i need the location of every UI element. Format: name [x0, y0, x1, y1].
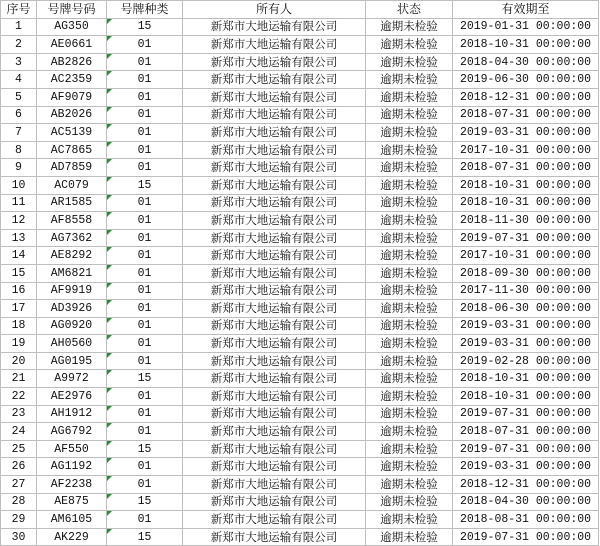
error-indicator-icon	[107, 476, 112, 481]
error-indicator-icon	[107, 54, 112, 59]
cell-plate-number[interactable]: AB2026	[37, 106, 107, 124]
cell-valid-until[interactable]: 2018-07-31 00:00:00	[453, 423, 599, 441]
table-row	[1, 71, 599, 89]
cell-valid-until[interactable]: 2018-08-31 00:00:00	[453, 511, 599, 529]
error-indicator-icon	[107, 283, 112, 288]
table-row	[1, 229, 599, 247]
table-row	[1, 458, 599, 476]
table-row	[1, 493, 599, 511]
cell-plate-type-value: 01	[137, 460, 152, 474]
cell-status[interactable]: 逾期未检验	[366, 405, 453, 423]
cell-plate-number[interactable]: AM6105	[37, 511, 107, 529]
cell-owner[interactable]: 新郑市大地运输有限公司	[183, 36, 366, 54]
cell-valid-until[interactable]: 2018-10-31 00:00:00	[453, 176, 599, 194]
cell-status[interactable]: 逾期未检验	[366, 176, 453, 194]
cell-valid-until[interactable]: 2019-02-28 00:00:00	[453, 352, 599, 370]
cell-owner[interactable]: 新郑市大地运输有限公司	[183, 528, 366, 546]
header-row	[1, 1, 599, 19]
cell-status[interactable]: 逾期未检验	[366, 264, 453, 282]
cell-status[interactable]: 逾期未检验	[366, 212, 453, 230]
table-row	[1, 159, 599, 177]
cell-plate-type-value: 01	[137, 513, 152, 527]
cell-valid-until[interactable]: 2018-10-31 00:00:00	[453, 194, 599, 212]
cell-owner[interactable]: 新郑市大地运输有限公司	[183, 423, 366, 441]
cell-plate-type-value: 01	[137, 213, 152, 227]
cell-serial-number[interactable]: 12	[1, 212, 37, 230]
table-row	[1, 53, 599, 71]
cell-valid-until[interactable]: 2018-09-30 00:00:00	[453, 264, 599, 282]
cell-plate-type-value: 01	[137, 337, 152, 351]
table-row	[1, 106, 599, 124]
cell-valid-until[interactable]: 2019-01-31 00:00:00	[453, 18, 599, 36]
cell-plate-type[interactable]	[107, 106, 183, 124]
cell-owner[interactable]: 新郑市大地运输有限公司	[183, 247, 366, 265]
cell-status[interactable]: 逾期未检验	[366, 53, 453, 71]
cell-valid-until[interactable]: 2019-03-31 00:00:00	[453, 317, 599, 335]
cell-plate-number[interactable]: AC7865	[37, 141, 107, 159]
cell-plate-number[interactable]: AE875	[37, 493, 107, 511]
table-row	[1, 388, 599, 406]
cell-serial-number[interactable]: 4	[1, 71, 37, 89]
cell-valid-until[interactable]: 2019-07-31 00:00:00	[453, 229, 599, 247]
error-indicator-icon	[107, 458, 112, 463]
error-indicator-icon	[107, 318, 112, 323]
error-indicator-icon	[107, 494, 112, 499]
cell-serial-number[interactable]: 17	[1, 300, 37, 318]
cell-plate-number[interactable]: AH1912	[37, 405, 107, 423]
cell-plate-type-value: 15	[137, 20, 152, 34]
cell-plate-number[interactable]: AG350	[37, 18, 107, 36]
header-valid-until[interactable]: 有效期至	[453, 1, 599, 19]
cell-valid-until[interactable]: 2017-10-31 00:00:00	[453, 141, 599, 159]
cell-plate-number[interactable]: AC079	[37, 176, 107, 194]
error-indicator-icon	[107, 36, 112, 41]
cell-owner[interactable]: 新郑市大地运输有限公司	[183, 141, 366, 159]
header-status[interactable]: 状态	[366, 1, 453, 19]
cell-plate-type-value: 15	[137, 530, 152, 544]
cell-valid-until[interactable]: 2019-03-31 00:00:00	[453, 124, 599, 142]
cell-owner[interactable]: 新郑市大地运输有限公司	[183, 176, 366, 194]
cell-plate-type-value: 01	[137, 477, 152, 491]
table-row	[1, 476, 599, 494]
cell-serial-number[interactable]: 30	[1, 528, 37, 546]
table-row	[1, 247, 599, 265]
table-row	[1, 335, 599, 353]
cell-serial-number[interactable]: 14	[1, 247, 37, 265]
cell-owner[interactable]: 新郑市大地运输有限公司	[183, 124, 366, 142]
cell-serial-number[interactable]: 24	[1, 423, 37, 441]
cell-plate-type-value: 01	[137, 196, 152, 210]
cell-plate-number[interactable]: A9972	[37, 370, 107, 388]
cell-plate-type[interactable]	[107, 229, 183, 247]
cell-plate-number[interactable]: AF9919	[37, 282, 107, 300]
cell-owner[interactable]: 新郑市大地运输有限公司	[183, 335, 366, 353]
header-serial-number[interactable]: 序号	[1, 1, 37, 19]
cell-serial-number[interactable]: 26	[1, 458, 37, 476]
cell-valid-until[interactable]: 2018-04-30 00:00:00	[453, 53, 599, 71]
cell-status[interactable]: 逾期未检验	[366, 352, 453, 370]
cell-plate-type-value: 01	[137, 73, 152, 87]
cell-serial-number[interactable]: 22	[1, 388, 37, 406]
table-row	[1, 300, 599, 318]
cell-plate-type-value: 01	[137, 231, 152, 245]
cell-plate-number[interactable]: AD7859	[37, 159, 107, 177]
cell-plate-type-value: 01	[137, 249, 152, 263]
cell-plate-number[interactable]: AF2238	[37, 476, 107, 494]
cell-status[interactable]: 逾期未检验	[366, 88, 453, 106]
cell-valid-until[interactable]: 2018-07-31 00:00:00	[453, 159, 599, 177]
cell-plate-type[interactable]	[107, 141, 183, 159]
cell-plate-type[interactable]	[107, 159, 183, 177]
cell-plate-type-value: 01	[137, 125, 152, 139]
cell-serial-number[interactable]: 15	[1, 264, 37, 282]
error-indicator-icon	[107, 441, 112, 446]
table-row	[1, 36, 599, 54]
cell-status[interactable]: 逾期未检验	[366, 300, 453, 318]
cell-valid-until[interactable]: 2019-07-31 00:00:00	[453, 440, 599, 458]
error-indicator-icon	[107, 212, 112, 217]
error-indicator-icon	[107, 247, 112, 252]
cell-plate-number[interactable]: AG0195	[37, 352, 107, 370]
cell-valid-until[interactable]: 2019-07-31 00:00:00	[453, 405, 599, 423]
table-row	[1, 423, 599, 441]
table-row	[1, 212, 599, 230]
cell-serial-number[interactable]: 18	[1, 317, 37, 335]
cell-serial-number[interactable]: 3	[1, 53, 37, 71]
cell-valid-until[interactable]: 2018-11-30 00:00:00	[453, 212, 599, 230]
cell-owner[interactable]: 新郑市大地运输有限公司	[183, 458, 366, 476]
cell-plate-type[interactable]	[107, 36, 183, 54]
error-indicator-icon	[107, 406, 112, 411]
header-owner[interactable]: 所有人	[183, 1, 366, 19]
cell-plate-type[interactable]	[107, 405, 183, 423]
table-row	[1, 194, 599, 212]
cell-plate-type[interactable]	[107, 423, 183, 441]
cell-serial-number[interactable]: 5	[1, 88, 37, 106]
cell-serial-number[interactable]: 21	[1, 370, 37, 388]
cell-plate-type[interactable]	[107, 176, 183, 194]
cell-plate-number[interactable]: AK229	[37, 528, 107, 546]
cell-plate-type[interactable]	[107, 53, 183, 71]
cell-plate-type-value: 01	[137, 161, 152, 175]
cell-owner[interactable]: 新郑市大地运输有限公司	[183, 229, 366, 247]
cell-plate-number[interactable]: AM6821	[37, 264, 107, 282]
cell-status[interactable]: 逾期未检验	[366, 247, 453, 265]
cell-status[interactable]: 逾期未检验	[366, 317, 453, 335]
cell-plate-type[interactable]	[107, 247, 183, 265]
cell-owner[interactable]: 新郑市大地运输有限公司	[183, 370, 366, 388]
table-row	[1, 124, 599, 142]
cell-owner[interactable]: 新郑市大地运输有限公司	[183, 476, 366, 494]
cell-status[interactable]: 逾期未检验	[366, 440, 453, 458]
cell-plate-type-value: 01	[137, 284, 152, 298]
cell-plate-number[interactable]: AD3926	[37, 300, 107, 318]
table-row	[1, 264, 599, 282]
cell-plate-type-value: 01	[137, 319, 152, 333]
cell-plate-type[interactable]	[107, 352, 183, 370]
cell-plate-number[interactable]: AH0560	[37, 335, 107, 353]
cell-status[interactable]: 逾期未检验	[366, 159, 453, 177]
cell-status[interactable]: 逾期未检验	[366, 194, 453, 212]
cell-valid-until[interactable]: 2019-03-31 00:00:00	[453, 458, 599, 476]
cell-valid-until[interactable]: 2018-04-30 00:00:00	[453, 493, 599, 511]
cell-plate-number[interactable]: AG1192	[37, 458, 107, 476]
header-plate-number[interactable]: 号牌号码	[37, 1, 107, 19]
cell-serial-number[interactable]: 8	[1, 141, 37, 159]
cell-serial-number[interactable]: 16	[1, 282, 37, 300]
cell-serial-number[interactable]: 25	[1, 440, 37, 458]
error-indicator-icon	[107, 353, 112, 358]
cell-valid-until[interactable]: 2018-07-31 00:00:00	[453, 106, 599, 124]
cell-valid-until[interactable]: 2018-10-31 00:00:00	[453, 370, 599, 388]
cell-plate-type-value: 01	[137, 143, 152, 157]
cell-plate-type[interactable]	[107, 458, 183, 476]
cell-plate-number[interactable]: AE2976	[37, 388, 107, 406]
error-indicator-icon	[107, 19, 112, 24]
cell-plate-type-value: 01	[137, 407, 152, 421]
cell-status[interactable]: 逾期未检验	[366, 124, 453, 142]
cell-plate-type-value: 15	[137, 178, 152, 192]
cell-plate-type[interactable]	[107, 194, 183, 212]
cell-status[interactable]: 逾期未检验	[366, 335, 453, 353]
cell-status[interactable]: 逾期未检验	[366, 388, 453, 406]
cell-plate-type[interactable]	[107, 212, 183, 230]
cell-owner[interactable]: 新郑市大地运输有限公司	[183, 405, 366, 423]
cell-status[interactable]: 逾期未检验	[366, 458, 453, 476]
cell-serial-number[interactable]: 27	[1, 476, 37, 494]
cell-valid-until[interactable]: 2018-06-30 00:00:00	[453, 300, 599, 318]
cell-plate-type-value: 01	[137, 266, 152, 280]
cell-valid-until[interactable]: 2019-06-30 00:00:00	[453, 71, 599, 89]
cell-serial-number[interactable]: 13	[1, 229, 37, 247]
cell-plate-type[interactable]	[107, 71, 183, 89]
cell-valid-until[interactable]: 2017-10-31 00:00:00	[453, 247, 599, 265]
cell-plate-type[interactable]	[107, 493, 183, 511]
cell-plate-type[interactable]	[107, 282, 183, 300]
cell-plate-type-value: 01	[137, 108, 152, 122]
cell-status[interactable]: 逾期未检验	[366, 229, 453, 247]
cell-serial-number[interactable]: 7	[1, 124, 37, 142]
error-indicator-icon	[107, 335, 112, 340]
cell-serial-number[interactable]: 1	[1, 18, 37, 36]
cell-serial-number[interactable]: 28	[1, 493, 37, 511]
cell-serial-number[interactable]: 20	[1, 352, 37, 370]
cell-owner[interactable]: 新郑市大地运输有限公司	[183, 53, 366, 71]
cell-owner[interactable]: 新郑市大地运输有限公司	[183, 300, 366, 318]
cell-serial-number[interactable]: 23	[1, 405, 37, 423]
cell-plate-number[interactable]: AG0920	[37, 317, 107, 335]
table-row	[1, 528, 599, 546]
cell-plate-number[interactable]: AE0661	[37, 36, 107, 54]
cell-valid-until[interactable]: 2018-10-31 00:00:00	[453, 36, 599, 54]
cell-status[interactable]: 逾期未检验	[366, 511, 453, 529]
cell-status[interactable]: 逾期未检验	[366, 370, 453, 388]
cell-plate-number[interactable]: AC5139	[37, 124, 107, 142]
cell-plate-number[interactable]: AC2359	[37, 71, 107, 89]
cell-owner[interactable]: 新郑市大地运输有限公司	[183, 440, 366, 458]
table-row	[1, 18, 599, 36]
cell-status[interactable]: 逾期未检验	[366, 71, 453, 89]
cell-plate-number[interactable]: AE8292	[37, 247, 107, 265]
cell-valid-until[interactable]: 2019-07-31 00:00:00	[453, 528, 599, 546]
table-row	[1, 511, 599, 529]
cell-valid-until[interactable]: 2017-11-30 00:00:00	[453, 282, 599, 300]
cell-plate-type[interactable]	[107, 335, 183, 353]
cell-serial-number[interactable]: 11	[1, 194, 37, 212]
cell-owner[interactable]: 新郑市大地运输有限公司	[183, 388, 366, 406]
cell-status[interactable]: 逾期未检验	[366, 36, 453, 54]
cell-status[interactable]: 逾期未检验	[366, 282, 453, 300]
cell-serial-number[interactable]: 6	[1, 106, 37, 124]
cell-serial-number[interactable]: 2	[1, 36, 37, 54]
cell-plate-type[interactable]	[107, 317, 183, 335]
error-indicator-icon	[107, 300, 112, 305]
error-indicator-icon	[107, 177, 112, 182]
cell-owner[interactable]: 新郑市大地运输有限公司	[183, 511, 366, 529]
error-indicator-icon	[107, 230, 112, 235]
error-indicator-icon	[107, 265, 112, 270]
cell-owner[interactable]: 新郑市大地运输有限公司	[183, 159, 366, 177]
cell-owner[interactable]: 新郑市大地运输有限公司	[183, 352, 366, 370]
cell-plate-type[interactable]	[107, 88, 183, 106]
error-indicator-icon	[107, 370, 112, 375]
cell-plate-type[interactable]	[107, 511, 183, 529]
cell-plate-type-value: 15	[137, 495, 152, 509]
cell-plate-type[interactable]	[107, 124, 183, 142]
cell-plate-number[interactable]: AF550	[37, 440, 107, 458]
table-row	[1, 405, 599, 423]
cell-owner[interactable]: 新郑市大地运输有限公司	[183, 194, 366, 212]
error-indicator-icon	[107, 423, 112, 428]
cell-plate-type-value: 01	[137, 37, 152, 51]
cell-plate-type-value: 01	[137, 425, 152, 439]
header-plate-type[interactable]: 号牌种类	[107, 1, 183, 19]
table-row	[1, 317, 599, 335]
cell-plate-type[interactable]	[107, 476, 183, 494]
cell-plate-number[interactable]: AR1585	[37, 194, 107, 212]
cell-plate-number[interactable]: AG6792	[37, 423, 107, 441]
cell-owner[interactable]: 新郑市大地运输有限公司	[183, 106, 366, 124]
error-indicator-icon	[107, 159, 112, 164]
cell-status[interactable]: 逾期未检验	[366, 18, 453, 36]
cell-valid-until[interactable]: 2018-12-31 00:00:00	[453, 476, 599, 494]
error-indicator-icon	[107, 195, 112, 200]
table-row	[1, 370, 599, 388]
error-indicator-icon	[107, 142, 112, 147]
table-body	[1, 18, 599, 546]
cell-plate-type-value: 15	[137, 442, 152, 456]
cell-owner[interactable]: 新郑市大地运输有限公司	[183, 71, 366, 89]
cell-plate-number[interactable]: AF8558	[37, 212, 107, 230]
cell-owner[interactable]: 新郑市大地运输有限公司	[183, 88, 366, 106]
error-indicator-icon	[107, 529, 112, 534]
table-row	[1, 88, 599, 106]
cell-plate-type[interactable]	[107, 264, 183, 282]
table-row	[1, 282, 599, 300]
cell-owner[interactable]: 新郑市大地运输有限公司	[183, 317, 366, 335]
cell-owner[interactable]: 新郑市大地运输有限公司	[183, 18, 366, 36]
cell-plate-type-value: 01	[137, 90, 152, 104]
cell-status[interactable]: 逾期未检验	[366, 528, 453, 546]
cell-owner[interactable]: 新郑市大地运输有限公司	[183, 282, 366, 300]
error-indicator-icon	[107, 124, 112, 129]
cell-serial-number[interactable]: 9	[1, 159, 37, 177]
cell-plate-number[interactable]: AG7362	[37, 229, 107, 247]
cell-plate-type[interactable]	[107, 388, 183, 406]
cell-plate-type[interactable]	[107, 18, 183, 36]
cell-owner[interactable]: 新郑市大地运输有限公司	[183, 212, 366, 230]
error-indicator-icon	[107, 388, 112, 393]
cell-serial-number[interactable]: 10	[1, 176, 37, 194]
cell-plate-type-value: 01	[137, 55, 152, 69]
cell-status[interactable]: 逾期未检验	[366, 106, 453, 124]
cell-valid-until[interactable]: 2018-12-31 00:00:00	[453, 88, 599, 106]
table-row	[1, 141, 599, 159]
cell-status[interactable]: 逾期未检验	[366, 493, 453, 511]
cell-status[interactable]: 逾期未检验	[366, 141, 453, 159]
table-row	[1, 352, 599, 370]
cell-plate-number[interactable]: AB2826	[37, 53, 107, 71]
cell-plate-type-value: 01	[137, 301, 152, 315]
error-indicator-icon	[107, 89, 112, 94]
cell-plate-type-value: 01	[137, 354, 152, 368]
cell-plate-type[interactable]	[107, 440, 183, 458]
cell-plate-type[interactable]	[107, 300, 183, 318]
cell-status[interactable]: 逾期未检验	[366, 476, 453, 494]
error-indicator-icon	[107, 71, 112, 76]
cell-plate-number[interactable]: AF9079	[37, 88, 107, 106]
cell-owner[interactable]: 新郑市大地运输有限公司	[183, 493, 366, 511]
error-indicator-icon	[107, 511, 112, 516]
cell-plate-type-value: 01	[137, 389, 152, 403]
cell-serial-number[interactable]: 29	[1, 511, 37, 529]
error-indicator-icon	[107, 107, 112, 112]
cell-valid-until[interactable]: 2018-10-31 00:00:00	[453, 388, 599, 406]
table-row	[1, 440, 599, 458]
cell-plate-type[interactable]	[107, 370, 183, 388]
cell-serial-number[interactable]: 19	[1, 335, 37, 353]
cell-valid-until[interactable]: 2019-03-31 00:00:00	[453, 335, 599, 353]
table-row	[1, 176, 599, 194]
cell-owner[interactable]: 新郑市大地运输有限公司	[183, 264, 366, 282]
cell-plate-type[interactable]	[107, 528, 183, 546]
cell-status[interactable]: 逾期未检验	[366, 423, 453, 441]
cell-plate-type-value: 15	[137, 372, 152, 386]
